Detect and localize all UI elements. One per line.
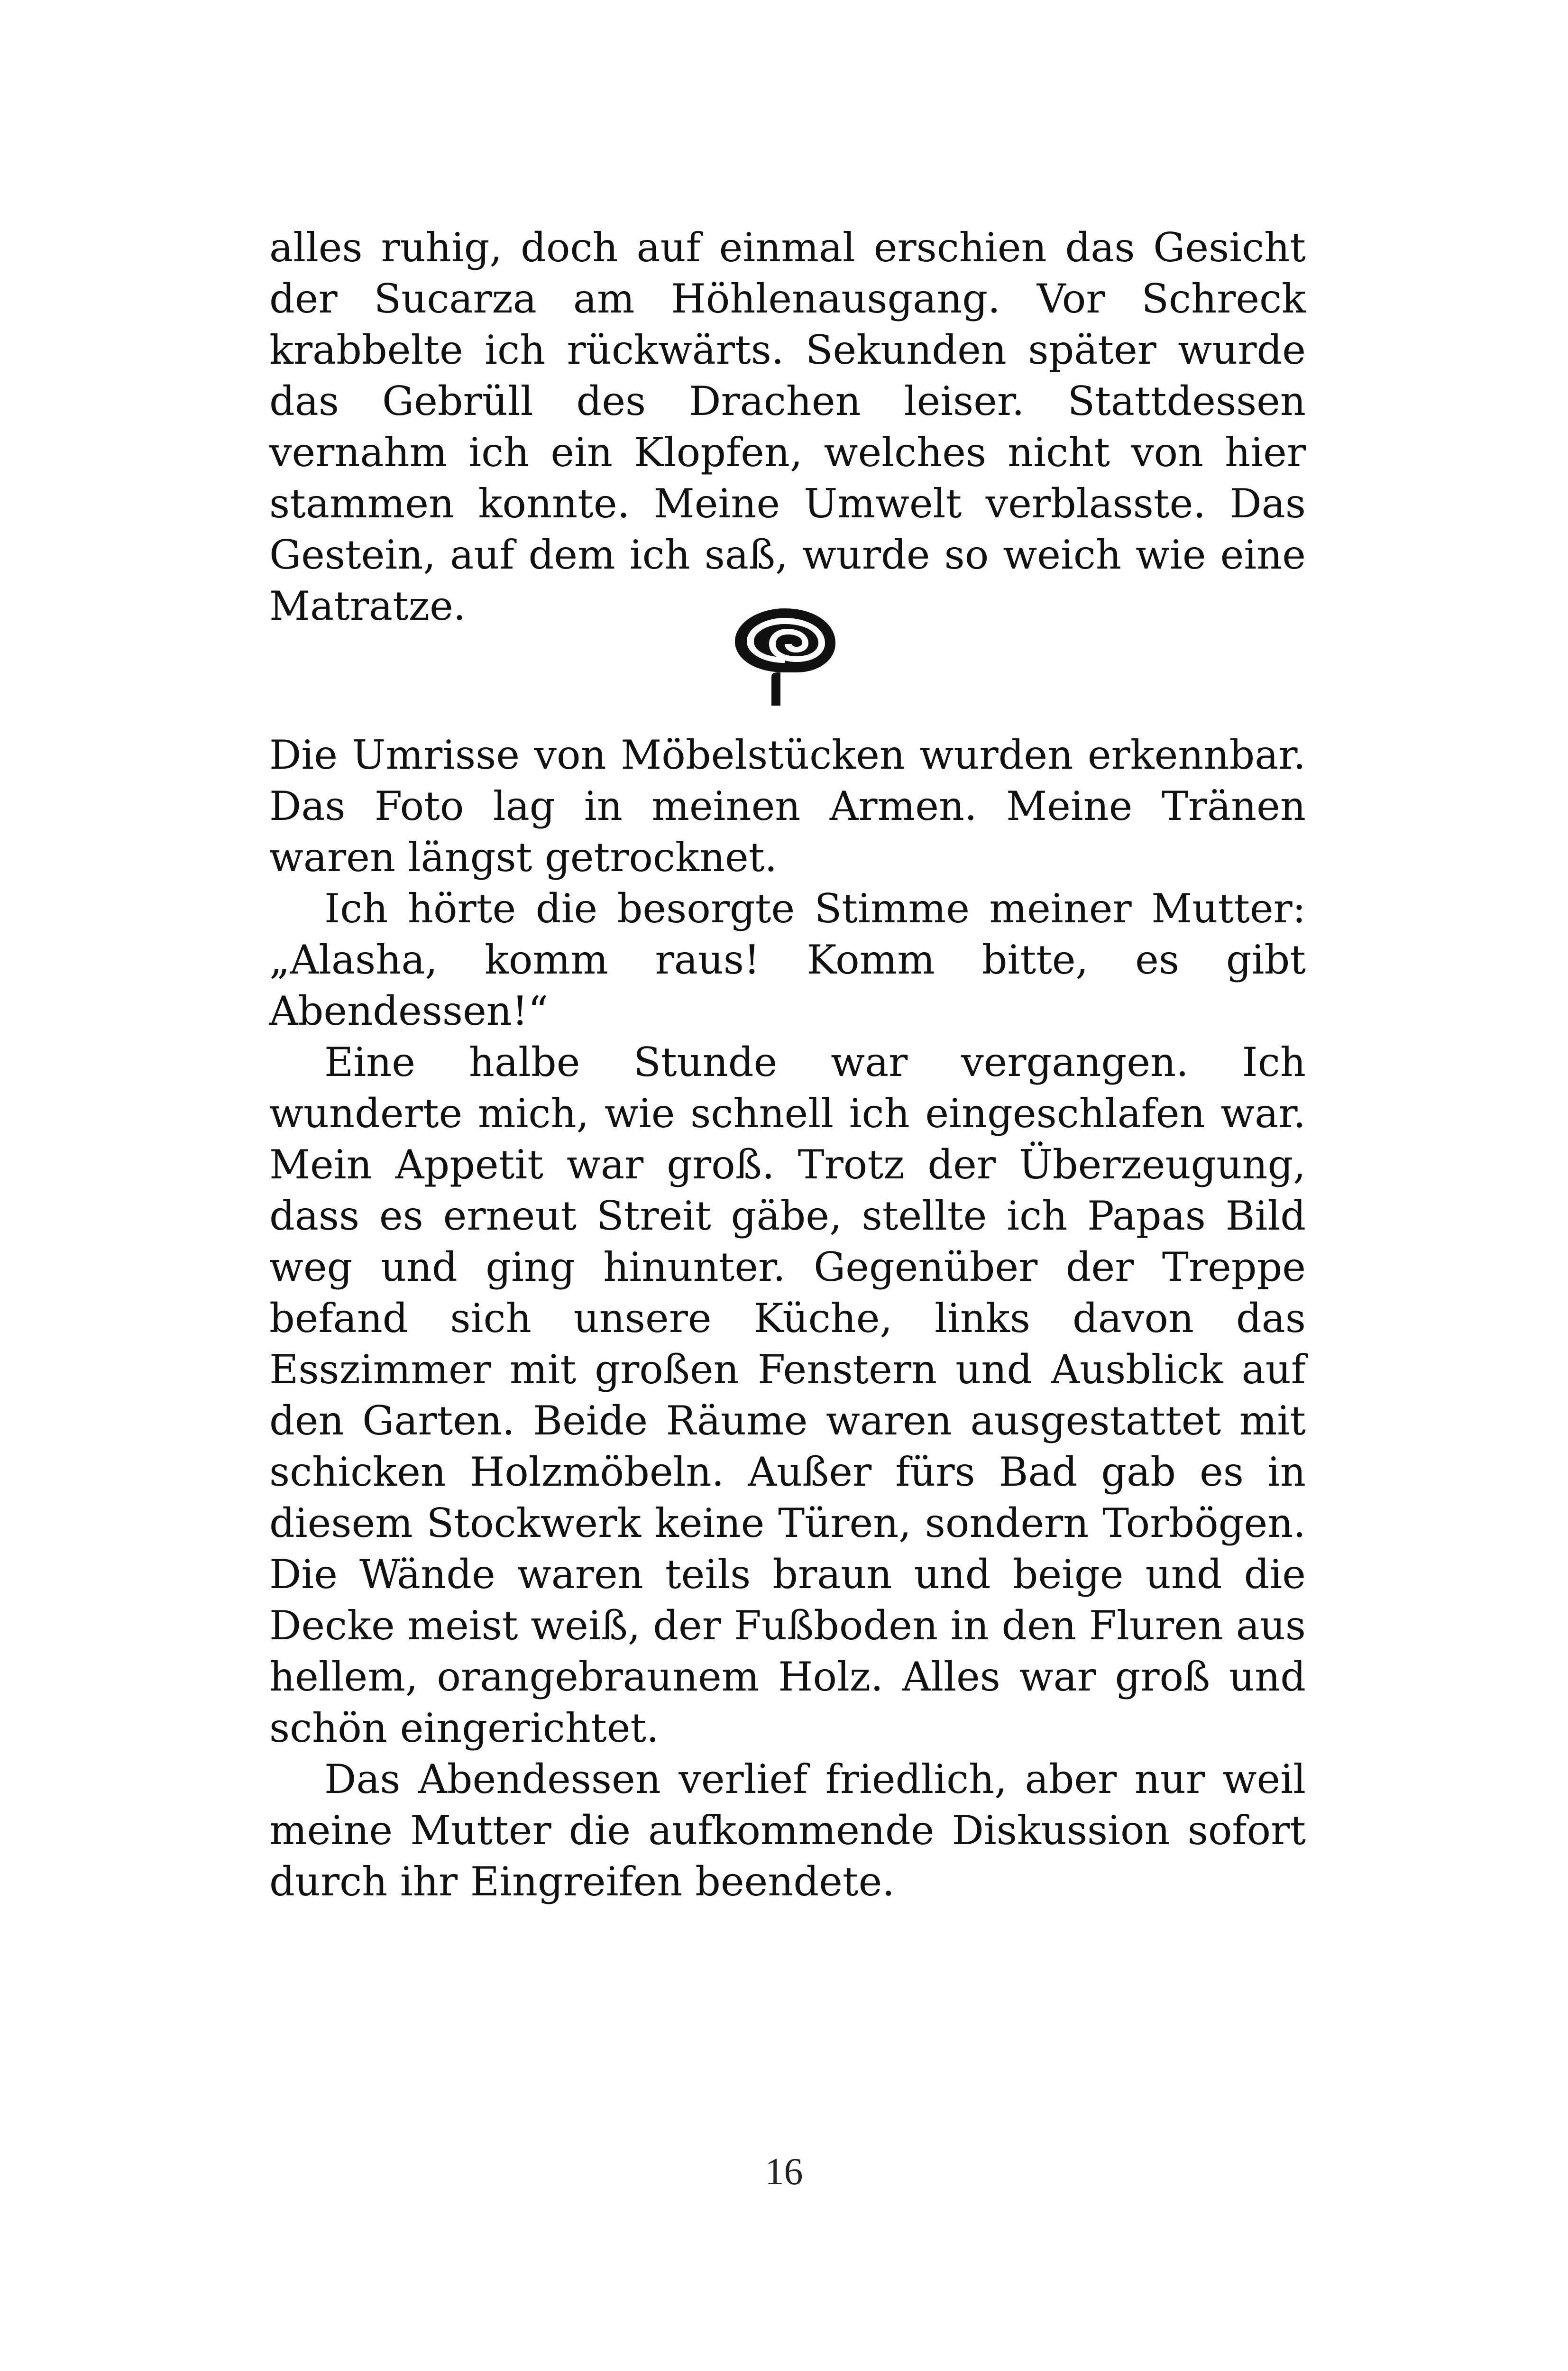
- text-block-top: [269, 222, 1306, 632]
- paragraph-3: Eine halbe Stunde war vergangen. Ich wunderte mich, wie schnell ich eingeschlafen war. Mein Appetit war groß. Trotz der Überzeugung, dass es erneut Streit gäbe, stellte ich Papas Bild weg und ging hinunter. Gegenüber der Treppe befand sich unsere Küche, links davon das Esszimmer mit großen Fenstern und Ausblick auf den Garten. Beide Räume waren ausgestattet mit schicken Holzmöbeln. Außer fürs Bad gab es in diesem Stockwerk keine Türen, sondern Torbögen. Die Wände waren teils braun und beige und die Decke meist weiß, der Fußboden in den Fluren aus hellem, orangebraunem Holz. Alles war groß und schön eingerichtet.: [269, 1039, 1306, 1751]
- page-number: 16: [765, 2151, 803, 2193]
- text-block-main: [269, 729, 1306, 1907]
- paragraph-2: Ich hörte die besorgte Stimme meiner Mutter: „Alasha, komm raus! Komm bitte, es gibt Abendessen!“: [269, 885, 1306, 1034]
- paragraph-4: Das Abendessen verlief friedlich, aber nur weil meine Mutter die aufkommende Diskussion sofort durch ihr Eingreifen beendete.: [269, 1756, 1306, 1905]
- paragraph-1: Die Umrisse von Möbelstücken wurden erkennbar. Das Foto lag in meinen Armen. Meine Tränen waren längst getrocknet.: [269, 732, 1306, 881]
- spiral-tree-icon: [725, 601, 844, 710]
- paragraph-continued: alles ruhig, doch auf einmal erschien das Gesicht der Sucarza am Höhlenausgang. Vor Schreck krabbelte ich rückwärts. Sekunden später wurde das Gebrüll des Drachen leiser. Stattdessen vernahm ich ein Klopfen, welches nicht von hier stammen konnte. Meine Umwelt verblasste. Das Gestein, auf dem ich saß, wurde so weich wie eine Matratze.: [269, 224, 1306, 629]
